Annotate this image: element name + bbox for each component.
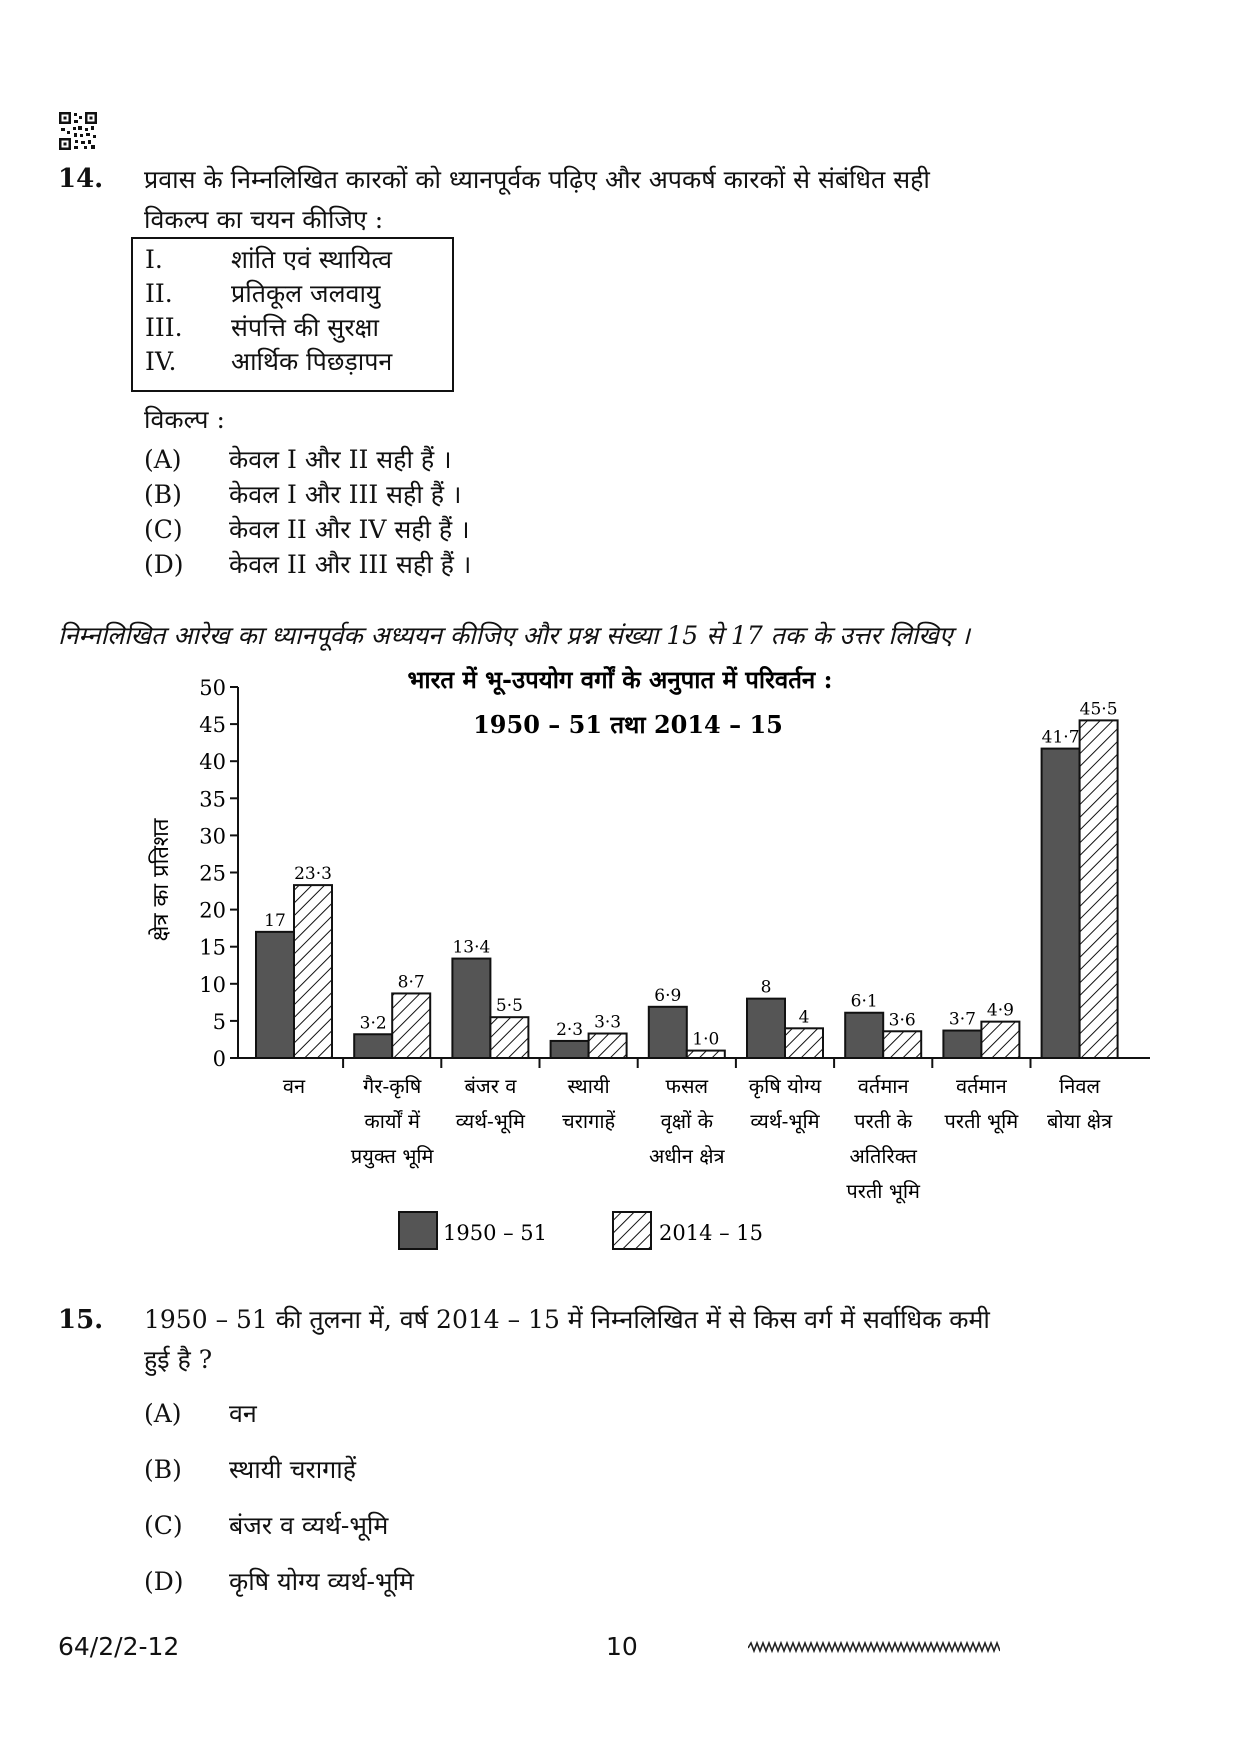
y-tick-label: 35 [199, 787, 226, 812]
question-15-text-line1: 1950 – 51 की तुलना में, वर्ष 2014 – 15 में निम्नलिखित में से किस वर्ग में सर्वाधिक कमी [144, 1305, 990, 1334]
bar [452, 959, 490, 1058]
category-label: चरागाहें [562, 1109, 616, 1133]
bar-value-label: 17 [264, 910, 286, 931]
category-label: कृषि योग्य [748, 1074, 822, 1098]
category-label: कार्यों में [364, 1109, 421, 1133]
bar [747, 999, 785, 1058]
y-tick-label: 5 [212, 1009, 226, 1034]
y-tick-label: 15 [199, 935, 226, 960]
y-tick-label: 20 [199, 898, 226, 923]
category-label: परती के [854, 1109, 913, 1133]
bar [687, 1051, 725, 1058]
category-label: परती भूमि [846, 1179, 921, 1203]
category-label: बंजर व [464, 1074, 517, 1098]
bar [649, 1007, 687, 1058]
bar [981, 1022, 1019, 1058]
category-label: व्यर्थ-भूमि [750, 1109, 820, 1133]
legend-swatch-1950-51 [399, 1212, 437, 1249]
y-axis [199, 676, 238, 1071]
legend-swatch-2014-15 [613, 1212, 651, 1249]
chart-subtitle: 1950 – 51 तथा 2014 – 15 [473, 710, 783, 739]
question-15-number: 15. [58, 1305, 104, 1335]
bar-value-label: 6·9 [654, 985, 682, 1006]
category-label: फसल [665, 1074, 709, 1098]
bar-value-label: 5·5 [495, 996, 523, 1017]
bar [1080, 720, 1118, 1058]
bar [392, 993, 430, 1058]
y-tick-label: 50 [199, 676, 226, 700]
bar [490, 1017, 528, 1058]
bar-value-label: 4·9 [986, 1000, 1014, 1021]
bar [845, 1013, 883, 1058]
factor-item: III. संपत्ति की सुरक्षा [145, 313, 379, 342]
category-labels [283, 1074, 1113, 1204]
category-label: परती भूमि [944, 1109, 1019, 1133]
q14-option-a: (A) केवल I और II सही हैं । [144, 445, 452, 474]
q14-option-c: (C) केवल II और IV सही हैं । [144, 515, 470, 544]
question-15-text-line2: हुई है ? [144, 1345, 213, 1374]
y-tick-label: 40 [199, 750, 226, 775]
q15-option-b: (B) स्थायी चरागाहें [144, 1455, 356, 1484]
factor-item: II. प्रतिकूल जलवायु [145, 279, 381, 308]
legend-label-1950-51: 1950 – 51 [443, 1221, 548, 1245]
y-axis-label: क्षेत्र का प्रतिशत [149, 818, 174, 942]
bar-value-label: 8 [760, 977, 772, 998]
category-label: वर्तमान [857, 1074, 909, 1098]
chart-title: भारत में भू-उपयोग वर्गों के अनुपात में परिवर्तन : [407, 665, 833, 694]
q15-option-a: (A) वन [144, 1399, 257, 1428]
category-label: अधीन क्षेत्र [648, 1144, 725, 1168]
bar-value-label: 45·5 [1079, 699, 1118, 720]
bar-value-label: 3·6 [888, 1010, 916, 1031]
bar [294, 885, 332, 1058]
bar-value-label: 13·4 [452, 937, 491, 958]
y-tick-label: 45 [199, 713, 226, 738]
bar [256, 932, 294, 1058]
bar [1042, 749, 1080, 1058]
bar-value-label: 41·7 [1041, 727, 1080, 748]
instruction-text: निम्नलिखित आरेख का ध्यानपूर्वक अध्ययन कीजिए और प्रश्न संख्या 15 से 17 तक के उत्तर लिखिए । [58, 621, 970, 650]
category-label: वन [282, 1074, 306, 1098]
factor-item: I. शांति एवं स्थायित्व [145, 245, 392, 274]
question-14-number: 14. [58, 164, 104, 194]
category-label: व्यर्थ-भूमि [455, 1109, 525, 1133]
paper-code: 64/2/2-12 [58, 1632, 180, 1661]
legend-label-2014-15: 2014 – 15 [659, 1221, 764, 1245]
legend [399, 1212, 763, 1249]
category-label: वर्तमान [956, 1074, 1007, 1098]
bar [943, 1031, 981, 1058]
bar-value-label: 3·7 [948, 1009, 976, 1030]
bar-value-label: 2·3 [556, 1019, 584, 1040]
q15-option-c: (C) बंजर व व्यर्थ-भूमि [144, 1511, 389, 1540]
x-axis [238, 1058, 1150, 1068]
y-tick-label: 0 [212, 1047, 226, 1071]
bar-value-label: 4 [798, 1007, 810, 1028]
category-label: निवल [1059, 1074, 1101, 1098]
bar [785, 1028, 823, 1058]
y-tick-label: 30 [199, 824, 226, 849]
question-14-text-line2: विकल्प का चयन कीजिए : [144, 205, 384, 234]
bar-value-label: 3·3 [594, 1012, 622, 1033]
q15-option-d: (D) कृषि योग्य व्यर्थ-भूमि [144, 1567, 414, 1596]
factor-item: IV. आर्थिक पिछड़ापन [145, 347, 393, 376]
bar-value-label: 23·3 [294, 864, 332, 885]
q14-option-d: (D) केवल II और III सही हैं । [144, 550, 472, 579]
bar-value-label: 8·7 [397, 972, 425, 993]
bar-value-label: 6·1 [850, 991, 878, 1012]
bar [589, 1034, 627, 1058]
category-label: बोया क्षेत्र [1047, 1109, 1113, 1133]
category-label: अतिरिक्त [849, 1144, 917, 1168]
category-label: प्रयुक्त भूमि [350, 1144, 434, 1168]
bar-value-label: 3·2 [359, 1013, 387, 1034]
y-tick-label: 25 [199, 861, 226, 886]
category-label: गैर-कृषि [363, 1074, 422, 1098]
options-label: विकल्प : [144, 405, 225, 434]
y-tick-label: 10 [199, 972, 226, 997]
page-number: 10 [606, 1632, 638, 1661]
question-14-text-line1: प्रवास के निम्नलिखित कारकों को ध्यानपूर्वक पढ़िए और अपकर्ष कारकों से संबंधित सही [144, 165, 930, 194]
q14-option-b: (B) केवल I और III सही हैं । [144, 480, 462, 509]
bar [883, 1031, 921, 1058]
category-label: वृक्षों के [660, 1109, 713, 1133]
wavy-line-decoration [748, 1640, 1000, 1656]
category-label: स्थायी [567, 1074, 610, 1098]
bar [551, 1041, 589, 1058]
bar-value-label: 1·0 [692, 1029, 720, 1050]
bar [354, 1034, 392, 1058]
